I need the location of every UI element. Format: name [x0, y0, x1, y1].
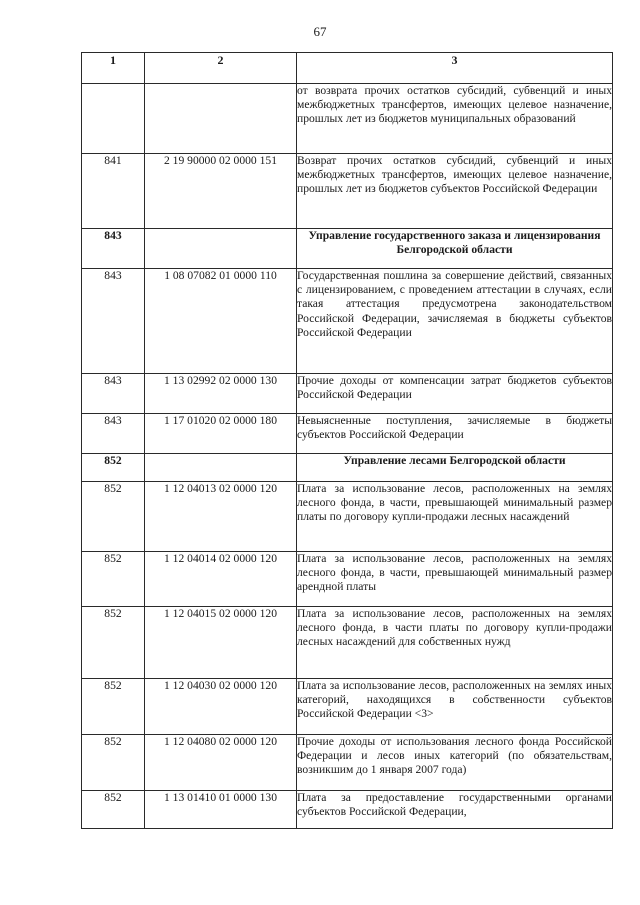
admin-code-cell: 843: [82, 269, 145, 374]
section-header-row: [82, 454, 613, 482]
kbk-code-cell: 1 12 04015 02 0000 120: [145, 607, 297, 679]
kbk-code-cell: 1 12 04014 02 0000 120: [145, 552, 297, 607]
table-row: [82, 552, 613, 607]
description-cell: Плата за предоставление государственными органами субъектов Российской Федерации,: [297, 791, 613, 829]
admin-code-cell: 841: [82, 154, 145, 229]
admin-code-cell: 852: [82, 607, 145, 679]
kbk-code-cell: 2 19 90000 02 0000 151: [145, 154, 297, 229]
table-row: [82, 154, 613, 229]
description-cell: от возврата прочих остатков субсидий, субвенций и иных межбюджетных трансфертов, имеющих целевое назначение, прошлых лет из бюджетов муниципальных образований: [297, 84, 613, 154]
table-row: [82, 414, 613, 454]
admin-code-cell: 852: [82, 552, 145, 607]
description-cell: Прочие доходы от использования лесного фонда Российской Федерации и лесов иных категорий (по обязательствам, возникшим до 1 января 2007 года): [297, 735, 613, 791]
description-cell: Управление лесами Белгородской области: [297, 454, 613, 482]
header-col-1: 1: [82, 53, 145, 84]
description-cell: Возврат прочих остатков субсидий, субвенций и иных межбюджетных трансфертов, имеющих целевое назначение, прошлых лет из бюджетов субъектов Российской Федерации: [297, 154, 613, 229]
kbk-code-cell: [145, 84, 297, 154]
description-cell: Плата за использование лесов, расположенных на землях лесного фонда, в части, превышающей минимальный размер арендной платы: [297, 552, 613, 607]
header-col-2: 2: [145, 53, 297, 84]
admin-code-cell: 852: [82, 482, 145, 552]
kbk-code-cell: 1 12 04080 02 0000 120: [145, 735, 297, 791]
description-cell: Плата за использование лесов, расположенных на землях иных категорий, находящихся в собственности субъектов Российской Федерации <3>: [297, 679, 613, 735]
admin-code-cell: [82, 84, 145, 154]
admin-code-cell: 852: [82, 791, 145, 829]
kbk-code-cell: 1 12 04030 02 0000 120: [145, 679, 297, 735]
admin-code-cell: 843: [82, 414, 145, 454]
table-header-row: [82, 53, 613, 84]
table-row: [82, 607, 613, 679]
admin-code-cell: 852: [82, 735, 145, 791]
table-row: [82, 269, 613, 374]
description-cell: Прочие доходы от компенсации затрат бюджетов субъектов Российской Федерации: [297, 374, 613, 414]
table-row: [82, 84, 613, 154]
description-cell: Невыясненные поступления, зачисляемые в бюджеты субъектов Российской Федерации: [297, 414, 613, 454]
kbk-code-cell: 1 13 01410 01 0000 130: [145, 791, 297, 829]
admin-code-cell: 843: [82, 374, 145, 414]
table-row: [82, 791, 613, 829]
kbk-code-cell: 1 17 01020 02 0000 180: [145, 414, 297, 454]
table-row: [82, 374, 613, 414]
table-row: [82, 679, 613, 735]
page-number: 67: [313, 24, 327, 39]
admin-code-cell: 852: [82, 679, 145, 735]
kbk-code-cell: 1 12 04013 02 0000 120: [145, 482, 297, 552]
budget-revenue-table: [81, 52, 613, 829]
table-row: [82, 735, 613, 791]
kbk-code-cell: 1 08 07082 01 0000 110: [145, 269, 297, 374]
kbk-code-cell: [145, 229, 297, 269]
header-col-3: 3: [297, 53, 613, 84]
description-cell: Управление государственного заказа и лицензирования Белгородской области: [297, 229, 613, 269]
description-cell: Государственная пошлина за совершение действий, связанных с лицензированием, с проведением аттестации в случаях, если такая аттестация предусмотрена законодательством Российской Федерации, зачисляемая в бюджеты субъектов Российской Федерации: [297, 269, 613, 374]
description-cell: Плата за использование лесов, расположенных на землях лесного фонда, в части платы по договору купли-продажи лесных насаждений для собственных нужд: [297, 607, 613, 679]
table-row: [82, 482, 613, 552]
admin-code-cell: 852: [82, 454, 145, 482]
section-header-row: [82, 229, 613, 269]
kbk-code-cell: [145, 454, 297, 482]
admin-code-cell: 843: [82, 229, 145, 269]
kbk-code-cell: 1 13 02992 02 0000 130: [145, 374, 297, 414]
description-cell: Плата за использование лесов, расположенных на землях лесного фонда, в части, превышающей минимальный размер платы по договору купли-продажи лесных насаждений: [297, 482, 613, 552]
